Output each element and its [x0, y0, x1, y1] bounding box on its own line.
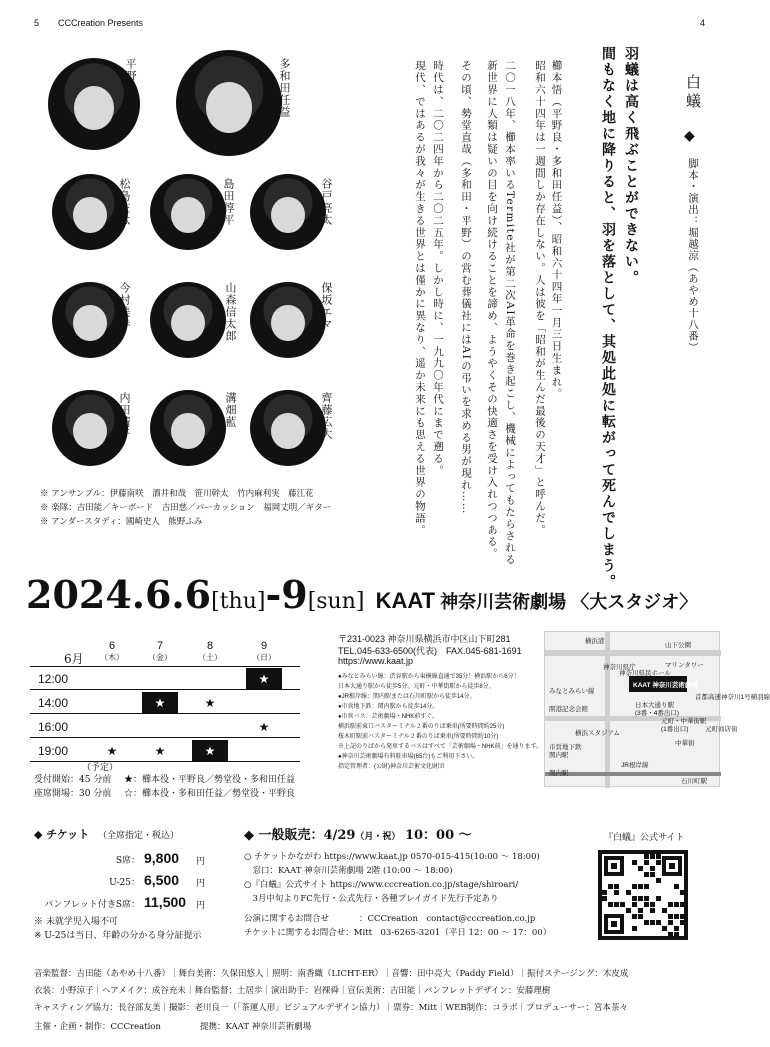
performance-slot — [246, 692, 282, 714]
price-value: 11,500 — [144, 894, 187, 910]
ensemble-note: ※ アンサンブル：伊藤南咲 酒井和哉 笹川幹太 竹内麻利実 藤江花 — [40, 489, 314, 499]
schedule-day-weekday: （金） — [148, 653, 172, 662]
qr-module — [611, 921, 617, 927]
access-line: ●神奈川芸術劇場有料駐車場(65台)もご利用下さい。 — [338, 754, 479, 760]
schedule-row — [30, 740, 300, 762]
qr-module — [650, 920, 655, 925]
address-postal: 〒231-0023 神奈川県横浜市中区山下町281 — [338, 634, 511, 644]
sales-line: 窓口：KAAT 神奈川芸術劇場 2階 (10:00 〜 18:00) — [244, 866, 453, 876]
performance-slot[interactable]: ★ — [258, 720, 270, 734]
access-line: 日本大通り駅から徒歩5分。元町・中華街駅から徒歩8分。 — [338, 684, 495, 690]
performance-slot[interactable]: ★ — [106, 744, 118, 758]
qr-caption: 『白蟻』公式サイト — [604, 833, 685, 843]
schedule-time: 16:00 — [38, 720, 69, 734]
map-label: 日本大通り駅 — [635, 702, 674, 709]
date-start: 2024.6.6 — [26, 572, 212, 617]
legend-star-filled: ★：櫛本役・平野良／勢堂役・多和田任益 — [124, 775, 296, 785]
tagline-line-1: 羽蟻は高く飛ぶことができない。 — [623, 46, 639, 286]
map-label: 横浜スタジアム — [575, 730, 621, 737]
schedule-day-number: 6 — [108, 640, 116, 652]
access-line: 指定管理者：(公財)神奈川芸術文化財団 — [338, 764, 444, 770]
access-line: ●市営地下鉄：関内駅から徒歩14分。 — [338, 704, 439, 710]
qr-module — [608, 902, 613, 907]
map-label: 首都高速神奈川1号横羽線 — [695, 694, 770, 701]
cast-name: 平野良 — [124, 58, 137, 94]
schedule-month: 6月 — [64, 652, 84, 666]
organizer-credit: 主催・企画・制作：CCCreation — [34, 1022, 161, 1032]
story-line-7: 現代、ではあるが我々が生きる世界とは僅かに異なり、遥か未来にも思える世界の物語。 — [414, 60, 426, 536]
cast-photo-yato — [250, 174, 326, 250]
play-title: 白蟻 — [684, 74, 702, 112]
schedule-time: 14:00 — [38, 696, 69, 710]
price-label: S席： — [115, 856, 140, 866]
map-label: KAAT 神奈川芸術劇場 — [633, 682, 698, 689]
dow-end: [sun] — [307, 589, 365, 614]
address-url[interactable]: https://www.kaat.jp — [338, 656, 414, 666]
map-label: 市営地下鉄 — [549, 744, 582, 751]
qr-module — [602, 896, 607, 901]
qr-module — [632, 896, 637, 901]
story-line-1: 櫛本悟（平野良・多和田任益）、昭和六十四年一月三日生まれ。 — [550, 60, 563, 400]
diamond-icon: ◆ — [684, 128, 695, 144]
price-value: 6,500 — [144, 872, 180, 888]
contact-general-label: 公演に関するお問合せ — [244, 914, 330, 924]
qr-module — [632, 860, 637, 865]
access-line: 桜木町駅前バスターミナル２番のりば乗車(所要時間約10分) — [338, 734, 499, 740]
schedule-day-number: 9 — [260, 640, 268, 652]
date-end: -9 — [265, 572, 308, 617]
sales-heading: ◆ 一般販売：4/29 — [244, 828, 356, 843]
qr-module — [650, 872, 655, 877]
story-line-6: 時代は、二〇二四年から二〇二五年。しかし時に、一九九〇年代にまで遡る。 — [432, 60, 444, 477]
price-value: 9,800 — [144, 850, 180, 866]
access-line: ●市営バス：芸術劇場・NHK前すぐ。 — [338, 714, 439, 720]
performance-slot — [192, 668, 228, 690]
performance-slot — [94, 716, 130, 738]
sales-lines — [244, 850, 540, 906]
performance-slot — [246, 740, 282, 762]
ticket-note-1: ※ 未就学児入場不可 — [34, 917, 118, 927]
price-label: U-25： — [109, 878, 140, 888]
qr-module — [638, 884, 643, 889]
map-label: 石川町駅 — [681, 778, 707, 785]
support-credit: 提携：KAAT 神奈川芸術劇場 — [200, 1022, 312, 1032]
sales-heading-wrap — [244, 824, 472, 843]
address-tel: TEL.045-633-6500(代表) FAX.045-681-1691 — [338, 646, 522, 656]
map-label: (1番出口) — [661, 726, 689, 733]
understudy-note: ※ アンダースタディ：國崎史人 熊野ふみ — [40, 517, 203, 527]
map-label: 関内駅 — [549, 752, 569, 759]
reception-time: 受付開始：45 分前 — [34, 775, 112, 785]
sales-line: ○ チケットかながわ https://www.kaat.jp 0570-015-415(10:00 〜 18:00) — [244, 852, 540, 862]
qr-module — [680, 890, 685, 895]
qr-module — [638, 908, 643, 913]
qr-module — [680, 920, 685, 925]
performance-slot — [192, 716, 228, 738]
qr-module — [604, 872, 624, 876]
staff-line: 音楽監督：吉田能（あやめ十八番）｜舞台美術：久保田悠人｜照明：南香織（LICHT-ER）｜音響：田中亮大（Paddy Field）｜振付ステージング：木皮成 — [34, 969, 629, 979]
map-label: 神奈川県民ホール — [619, 670, 671, 677]
story-line-4: 新世界に人類は疑いの目を向け続けることを諦め、ようやくその快適さを受け入れつつある。 — [486, 60, 498, 560]
map-label: JR根岸線 — [621, 762, 649, 769]
sales-line: ○『白蟻』公式サイト https://www.cccreation.co.jp/stage/shiroari/ — [244, 880, 519, 890]
price-label: パンフレット付きS席： — [44, 900, 140, 910]
qr-module — [662, 872, 682, 876]
schedule-day-header — [192, 640, 228, 663]
qr-module — [611, 863, 617, 869]
venue-room: 〈大スタジオ〉 — [571, 592, 698, 612]
schedule-day-number: 8 — [206, 640, 214, 652]
performance-slot — [94, 692, 130, 714]
author-credit: 脚本・演出：堀越涼（あやめ十八番） — [687, 158, 699, 354]
qr-module — [662, 926, 667, 931]
story-line-3: 二〇一八年、櫛本率いるTermite社が第二次AI革命を巻き起こし、機械によってもたらされる — [504, 60, 516, 566]
access-line: ●みなとみらい線：渋谷駅から東横線直通で35分！横浜駅から6分！ — [338, 674, 520, 680]
qr-module — [669, 863, 675, 869]
cast-photo-hosaka — [250, 282, 326, 358]
qr-module — [674, 932, 679, 937]
qr-module — [644, 896, 649, 901]
qr-module — [674, 914, 679, 919]
schedule-row — [30, 692, 300, 714]
cast-photo-saito — [250, 390, 326, 466]
map-label: 山下公園 — [665, 642, 691, 649]
cast-name: 松島庄汰 — [118, 178, 131, 226]
page-number-left: 5 — [34, 18, 40, 28]
qr-module — [662, 908, 667, 913]
schedule-day-weekday: （土） — [198, 653, 222, 662]
qr-module — [626, 890, 631, 895]
map-road — [545, 650, 721, 656]
price-unit: 円 — [196, 879, 206, 889]
cast-name: 多和田任益 — [278, 58, 291, 118]
contact-ticket-value: ：Mitt 03-6265-3201（平日 12：00 〜 17：00） — [345, 928, 552, 938]
contact-general — [244, 912, 535, 924]
qr-module — [632, 914, 637, 919]
map-label: 元町・中華街駅 — [661, 718, 707, 725]
cast-name: 山森信太郎 — [224, 282, 237, 342]
qr-module — [604, 930, 624, 934]
map-label: 関内駅 — [549, 770, 569, 777]
map-label: みなとみらい線 — [549, 688, 595, 695]
qr-module — [602, 890, 607, 895]
tagline-line-2: 間もなく地に降りると、羽を落として、其処此処に転がって死んでしまう。 — [600, 46, 616, 590]
qr-module — [614, 902, 619, 907]
qr-module — [650, 908, 655, 913]
qr-module — [614, 890, 619, 895]
schedule-time: 12:00 — [38, 672, 69, 686]
qr-module — [656, 896, 661, 901]
cast-name: 溝畑藍 — [224, 392, 237, 428]
qr-module — [644, 902, 649, 907]
cast-photo-yamamori — [150, 282, 226, 358]
map-road — [605, 632, 610, 788]
cast-name: 谷戸亮太 — [320, 178, 333, 226]
cast-name: 島田惇平 — [222, 178, 235, 226]
story-line-5: その頃、勢堂直哉（多和田・平野）の営む葬儀社にはAIの弔いを求める男が現れ…… — [460, 60, 472, 515]
access-list — [338, 672, 544, 772]
qr-module — [680, 914, 685, 919]
story-line-2: 昭和六十四年は一週間しか存在しない。人は彼を「昭和が生んだ最後の天才」と呼んだ。 — [534, 60, 546, 536]
cast-name: 齊藤広大 — [320, 392, 333, 440]
qr-module — [674, 902, 679, 907]
performance-slot — [142, 668, 178, 690]
schedule-top-rule — [30, 666, 300, 667]
qr-module — [650, 854, 655, 859]
qr-module — [632, 902, 637, 907]
qr-module — [632, 884, 637, 889]
qr-module — [656, 854, 661, 859]
access-line: ※上記のりばから発車するバスはすべて「芸術劇場・NHK前」を通ります。 — [338, 744, 543, 750]
ticket-heading: ◆ チケット — [34, 828, 90, 841]
page-number-right: 4 — [700, 18, 706, 28]
sales-line: 3月中旬よりFC先行・公式先行・各種プレイガイド先行予定あり — [244, 894, 499, 904]
schedule-day-header — [142, 640, 178, 663]
sales-heading-time: 10：00 〜 — [404, 828, 472, 843]
qr-code[interactable] — [598, 850, 688, 940]
staff-line: 衣装：小野涼子｜ヘアメイク：成谷充未｜舞台監督：土居歩｜演出助手：岩裸舜｜宣伝美術：吉田能｜パンフレットデザイン：安藤理樹 — [34, 986, 551, 996]
qr-module — [656, 860, 661, 865]
qr-module — [644, 884, 649, 889]
legend-star-outline: ☆：櫛本役・多和田任益／勢堂役・平野良 — [124, 789, 296, 799]
qr-module — [668, 914, 673, 919]
dow-start: [thu] — [211, 589, 266, 614]
staff-line: キャスティング協力：長谷部友美｜撮影：老川良一（「茶運人形」ビジュアルデザイン協力）｜票券：Mitt｜WEB制作：コラボ｜プロデューサー：宮本茶々 — [34, 1003, 628, 1013]
qr-module — [614, 884, 619, 889]
performance-slot[interactable]: ★ — [204, 696, 216, 710]
staff-credits — [34, 966, 628, 1017]
schedule-day-weekday: （木） — [100, 653, 124, 662]
cast-photo-mizohata — [150, 390, 226, 466]
qr-module — [644, 920, 649, 925]
schedule-row — [30, 716, 300, 738]
access-line: 横浜駅前東口バスターミナル２番のりば乗車(所要時間約25分) — [338, 724, 505, 730]
qr-module — [638, 896, 643, 901]
qr-module — [668, 902, 673, 907]
qr-module — [644, 854, 649, 859]
qr-module — [644, 860, 649, 865]
map-label: 開港記念会館 — [549, 706, 588, 713]
ticket-note-2: ※ U-25は当日、年齢の分かる身分証提示 — [34, 931, 202, 941]
contact-ticket-label: チケットに関するお問合せ — [244, 928, 346, 938]
map-label: 横浜港 — [585, 638, 605, 645]
qr-module — [638, 866, 643, 871]
schedule-day-number: 7 — [156, 640, 164, 652]
qr-module — [668, 932, 673, 937]
sales-heading-sub: （月・祝） — [355, 832, 401, 842]
date-banner — [26, 572, 697, 617]
cast-name: 保坂エマ — [320, 282, 333, 330]
cast-name: 今村美歩 — [118, 282, 131, 330]
qr-module — [656, 920, 661, 925]
price-unit: 円 — [196, 857, 206, 867]
qr-module — [650, 866, 655, 871]
qr-module — [626, 908, 631, 913]
qr-module — [668, 920, 673, 925]
doors-time: 座席開場：30 分前 — [34, 789, 112, 799]
schedule-day-header — [246, 640, 282, 663]
cast-photo-tawada — [176, 50, 282, 156]
qr-module — [674, 926, 679, 931]
map-label: 神奈川県庁 — [603, 664, 636, 671]
qr-module — [656, 878, 661, 883]
contact-ticket — [244, 926, 551, 938]
performance-slot[interactable]: ★ — [142, 692, 178, 714]
venue-name: 神奈川芸術劇場 — [440, 592, 567, 612]
performance-slot[interactable]: ★ — [246, 668, 282, 690]
venue-map — [544, 631, 770, 787]
schedule-day-header — [94, 640, 130, 663]
qr-module — [680, 902, 685, 907]
band-note: ※ 楽隊：吉田能／キーボード 吉田慈／パーカッション 福岡丈明／ギター — [40, 503, 332, 513]
qr-module — [674, 884, 679, 889]
performance-slot — [142, 716, 178, 738]
presenter-label: CCCreation Presents — [58, 18, 144, 28]
map-label: マリンタワー — [665, 662, 704, 669]
price-unit: 円 — [196, 901, 206, 911]
schedule-day-weekday: （日） — [252, 653, 276, 662]
qr-module — [608, 884, 613, 889]
qr-module — [644, 872, 649, 877]
map-label: 元町商店街 — [705, 726, 738, 733]
qr-module — [620, 902, 625, 907]
cast-name: 内田靖子 — [118, 392, 131, 440]
schedule-note-head: （予定） — [82, 763, 119, 773]
performance-slot — [94, 668, 130, 690]
schedule-time: 19:00 — [38, 744, 69, 758]
map-label: (3番・4番出口) — [635, 710, 680, 717]
performance-slot[interactable]: ★ — [192, 740, 228, 762]
qr-module — [632, 926, 637, 931]
qr-module — [650, 902, 655, 907]
cast-photo-shimada — [150, 174, 226, 250]
access-line: ●JR根岸線：関内駅または石川町駅から徒歩14分。 — [338, 694, 476, 700]
performance-slot[interactable]: ★ — [154, 744, 166, 758]
schedule-row — [30, 668, 300, 690]
map-label: 中華街 — [675, 740, 695, 747]
ticket-sub: （全席指定・税込） — [98, 831, 180, 841]
qr-module — [638, 914, 643, 919]
contact-general-value: ：CCCreation contact@cccreation.co.jp — [359, 914, 536, 924]
venue-brand: KAAT — [375, 588, 436, 613]
